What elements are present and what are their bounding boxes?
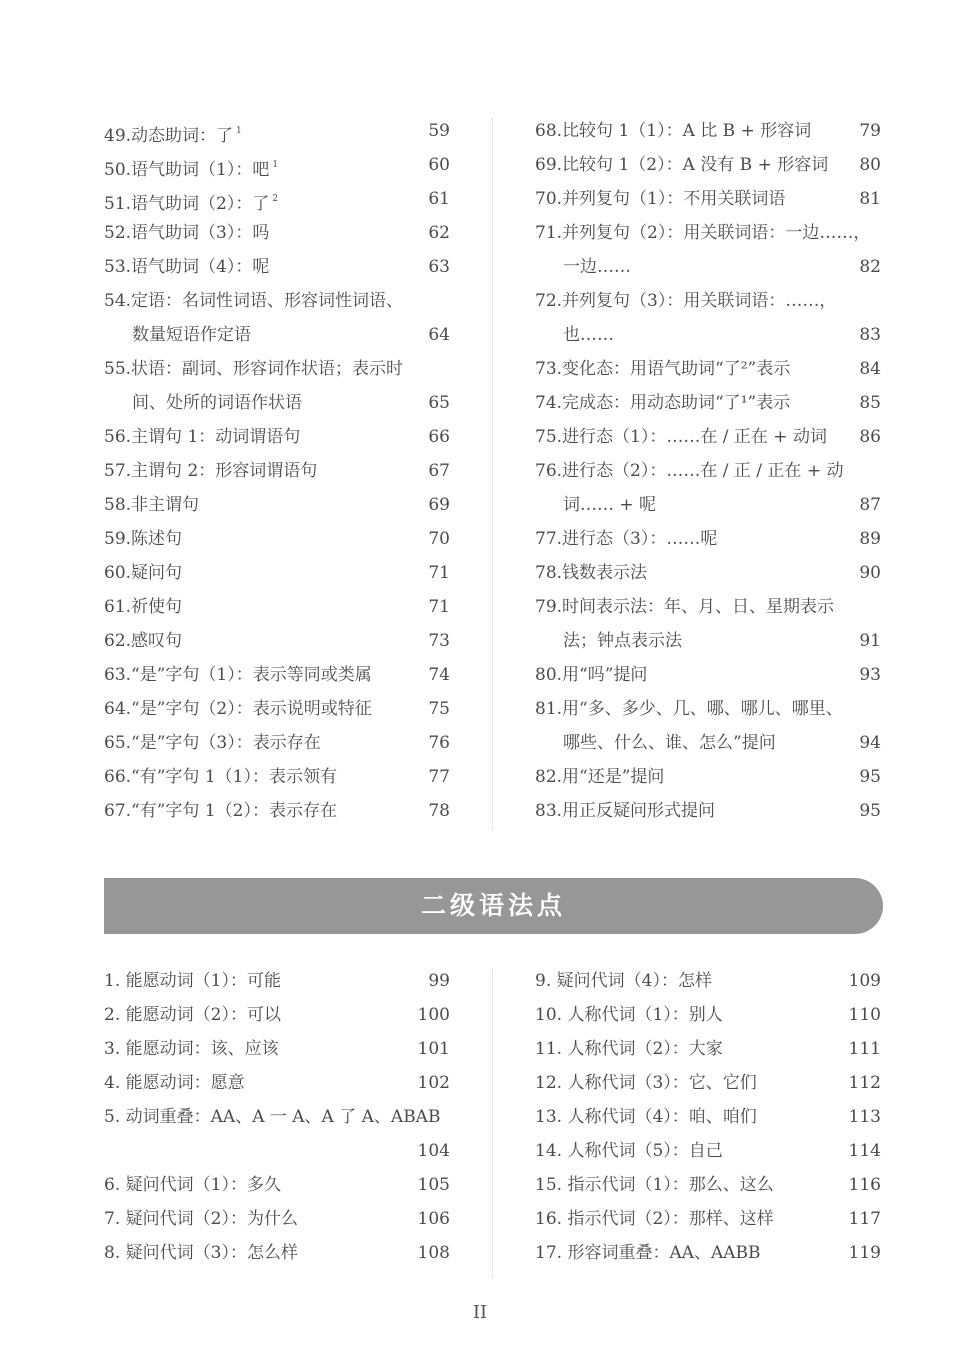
toc-entry[interactable]: 8. 疑问代词（3）：怎么样 108 <box>104 1236 450 1270</box>
toc-entry[interactable]: 9. 疑问代词（4）：怎样 109 <box>535 964 881 998</box>
page-ref: 74 <box>428 665 450 685</box>
page-ref: 82 <box>859 257 881 277</box>
toc-entry[interactable]: 52.语气助词（3）：吗 62 <box>104 216 450 250</box>
toc-entry[interactable]: 56.主谓句 1：动词谓语句 66 <box>104 420 450 454</box>
toc-entry[interactable]: 68.比较句 1（1）：A 比 B + 形容词 79 <box>535 114 881 148</box>
toc-entry[interactable]: 79.时间表示法：年、月、日、星期表示 <box>535 597 835 617</box>
toc-entry[interactable]: 55.状语：副词、形容词作状语；表示时 <box>104 359 404 379</box>
toc-entry[interactable]: 66.“有”字句 1（1）：表示领有 77 <box>104 760 450 794</box>
page-ref: 71 <box>428 563 450 583</box>
toc-entry[interactable]: 67.“有”字句 1（2）：表示存在 78 <box>104 794 450 828</box>
toc-entry[interactable]: 1. 能愿动词（1）：可能 99 <box>104 964 450 998</box>
page-ref: 105 <box>417 1175 450 1195</box>
toc-entry[interactable]: 10. 人称代词（1）：别人 110 <box>535 998 881 1032</box>
page-ref: 79 <box>859 121 881 141</box>
page-ref: 66 <box>428 427 450 447</box>
toc-entry[interactable]: 13. 人称代词（4）：咱、咱们 113 <box>535 1100 881 1134</box>
toc-entry[interactable]: 73.变化态：用语气助词“了²”表示 84 <box>535 352 881 386</box>
page-ref: 119 <box>848 1243 881 1263</box>
toc-entry-continuation[interactable]: 间、处所的词语作状语 65 <box>104 386 450 420</box>
toc-entry[interactable]: 76.进行态（2）：……在 / 正 / 正在 + 动 <box>535 461 844 481</box>
toc-entry-continuation[interactable]: 也…… 83 <box>535 318 881 352</box>
toc-entry[interactable]: 72.并列复句（3）：用关联词语：……， <box>535 291 837 311</box>
page-ref: 100 <box>417 1005 450 1025</box>
toc-entry[interactable]: 11. 人称代词（2）：大家 111 <box>535 1032 881 1066</box>
page-ref: 102 <box>417 1073 450 1093</box>
toc-entry[interactable]: 62.感叹句 73 <box>104 624 450 658</box>
toc-entry[interactable]: 16. 指示代词（2）：那样、这样 117 <box>535 1202 881 1236</box>
page-ref: 89 <box>859 529 881 549</box>
page-ref: 95 <box>859 767 881 787</box>
page-ref: 113 <box>848 1107 881 1127</box>
toc-entry-continuation[interactable]: 词…… + 呢 87 <box>535 488 881 522</box>
page-ref: 104 <box>417 1141 450 1161</box>
toc-entry[interactable]: 63.“是”字句（1）：表示等同或类属 74 <box>104 658 450 692</box>
page-ref: 117 <box>848 1209 881 1229</box>
toc-entry[interactable]: 14. 人称代词（5）：自己 114 <box>535 1134 881 1168</box>
page-ref: 108 <box>417 1243 450 1263</box>
toc-entry[interactable]: 74.完成态：用动态助词“了¹”表示 85 <box>535 386 881 420</box>
page-ref: 93 <box>859 665 881 685</box>
toc-entry-continuation[interactable]: 一边…… 82 <box>535 250 881 284</box>
page-ref: 67 <box>428 461 450 481</box>
page-ref: 70 <box>428 529 450 549</box>
page-ref: 90 <box>859 563 881 583</box>
page-ref: 112 <box>848 1073 881 1093</box>
page-ref: 99 <box>428 971 450 991</box>
toc-entry[interactable]: 51.语气助词（2）：了 $^2$ 61 <box>104 182 450 216</box>
page-ref: 73 <box>428 631 450 651</box>
page-ref: 116 <box>848 1175 881 1195</box>
page-ref: 91 <box>859 631 881 651</box>
toc-entry[interactable]: 6. 疑问代词（1）：多久 105 <box>104 1168 450 1202</box>
toc-entry-continuation[interactable]: 法；钟点表示法 91 <box>535 624 881 658</box>
page-ref: 114 <box>848 1141 881 1161</box>
toc-entry[interactable]: 64.“是”字句（2）：表示说明或特征 75 <box>104 692 450 726</box>
toc-entry[interactable]: 65.“是”字句（3）：表示存在 76 <box>104 726 450 760</box>
page-ref: 63 <box>428 257 450 277</box>
page-ref: 95 <box>859 801 881 821</box>
page-ref: 64 <box>428 325 450 345</box>
toc-entry[interactable]: 5. 动词重叠：AA、A 一 A、A 了 A、ABAB <box>104 1107 441 1127</box>
toc-entry[interactable]: 60.疑问句 71 <box>104 556 450 590</box>
toc-entry[interactable]: 59.陈述句 70 <box>104 522 450 556</box>
toc-entry[interactable]: 2. 能愿动词（2）：可以 100 <box>104 998 450 1032</box>
page-ref: 83 <box>859 325 881 345</box>
toc-entry[interactable]: 75.进行态（1）：……在 / 正在 + 动词 86 <box>535 420 881 454</box>
page-ref: 94 <box>859 733 881 753</box>
page-ref: 76 <box>428 733 450 753</box>
toc-entry[interactable]: 77.进行态（3）：……呢 89 <box>535 522 881 556</box>
toc-entry[interactable]: 7. 疑问代词（2）：为什么 106 <box>104 1202 450 1236</box>
page-ref: 59 <box>428 121 450 141</box>
page-ref: 61 <box>428 189 450 209</box>
page-ref: 87 <box>859 495 881 515</box>
page-ref: 106 <box>417 1209 450 1229</box>
page-ref: 65 <box>428 393 450 413</box>
toc-entry[interactable]: 15. 指示代词（1）：那么、这么 116 <box>535 1168 881 1202</box>
page-ref: 111 <box>848 1039 881 1059</box>
toc-entry[interactable]: 81.用“多、多少、几、哪、哪儿、哪里、 <box>535 699 843 719</box>
toc-entry[interactable]: 70.并列复句（1）：不用关联词语 81 <box>535 182 881 216</box>
column-divider <box>492 118 493 830</box>
page-ref: 78 <box>428 801 450 821</box>
toc-entry[interactable]: 82.用“还是”提问 95 <box>535 760 881 794</box>
page-ref: 60 <box>428 155 450 175</box>
toc-entry[interactable]: 80.用“吗”提问 93 <box>535 658 881 692</box>
page-ref: 71 <box>428 597 450 617</box>
toc-entry[interactable]: 3. 能愿动词：该、应该 101 <box>104 1032 450 1066</box>
toc-entry[interactable]: 58.非主谓句 69 <box>104 488 450 522</box>
column-divider <box>492 968 493 1278</box>
toc-entry-continuation[interactable]: 数量短语作定语 64 <box>104 318 450 352</box>
page-ref: 101 <box>417 1039 450 1059</box>
toc-entry[interactable]: 78.钱数表示法 90 <box>535 556 881 590</box>
page-ref: 81 <box>859 189 881 209</box>
section-title: 二级语法点 <box>420 891 566 920</box>
toc-entry[interactable]: 12. 人称代词（3）：它、它们 112 <box>535 1066 881 1100</box>
toc-entry[interactable]: 69.比较句 1（2）：A 没有 B + 形容词 80 <box>535 148 881 182</box>
page-ref: 77 <box>428 767 450 787</box>
page-ref: 110 <box>848 1005 881 1025</box>
page-ref: 75 <box>428 699 450 719</box>
toc-entry-continuation[interactable]: 哪些、什么、谁、怎么”提问 94 <box>535 726 881 760</box>
toc-entry[interactable]: 83.用正反疑问形式提问 95 <box>535 794 881 828</box>
section-banner-level2 <box>104 878 883 934</box>
toc-entry[interactable]: 4. 能愿动词：愿意 102 <box>104 1066 450 1100</box>
toc-entry[interactable]: 53.语气助词（4）：呢 63 <box>104 250 450 284</box>
page-ref: 109 <box>848 971 881 991</box>
page-ref: 69 <box>428 495 450 515</box>
page-ref: 62 <box>428 223 450 243</box>
toc-entry[interactable]: 17. 形容词重叠：AA、AABB 119 <box>535 1236 881 1270</box>
toc-entry[interactable]: 61.祈使句 71 <box>104 590 450 624</box>
toc-entry[interactable]: 49.动态助词：了 $^1$ 59 <box>104 114 450 148</box>
page-ref: 80 <box>859 155 881 175</box>
page-ref: 84 <box>859 359 881 379</box>
toc-entry[interactable]: 54.定语：名词性词语、形容词性词语、 <box>104 291 404 311</box>
toc-entry[interactable]: 57.主谓句 2：形容词谓语句 67 <box>104 454 450 488</box>
toc-entry[interactable]: 50.语气助词（1）：吧 $^1$ 60 <box>104 148 450 182</box>
toc-entry[interactable]: 71.并列复句（2）：用关联词语：一边……， <box>535 223 871 243</box>
toc-entry-continuation[interactable] <box>104 1134 450 1168</box>
page-ref: 86 <box>859 427 881 447</box>
page-ref: 85 <box>859 393 881 413</box>
page-number: II <box>472 1302 488 1323</box>
